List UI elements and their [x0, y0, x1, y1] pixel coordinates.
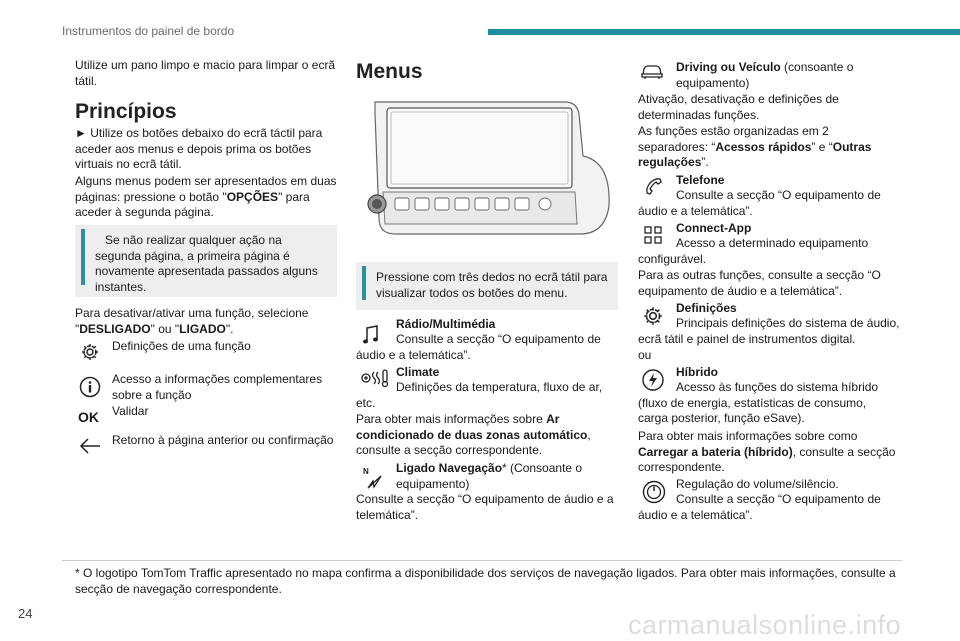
back-item-text: Retorno à página anterior ou confirmação [112, 433, 334, 447]
page-number: 24 [18, 606, 33, 621]
note-box-2 [356, 262, 618, 310]
note-text-2: Pressione com três dedos no ecrã tátil para visualizar todos os botões do menu. [376, 270, 608, 300]
phone-title: Telefone [676, 173, 725, 187]
gear-item-text: Definições de uma função [112, 339, 251, 353]
volume-text: Consulte a secção “O equipamento de áudio e a telemática”. [638, 492, 881, 522]
or-text: ou [638, 348, 652, 362]
climate-title: Climate [396, 365, 440, 379]
radio-text: Consulte a secção “O equipamento de áudio e a telemática”. [356, 332, 601, 362]
info-item-text: Acesso a informações complementares sobre a função [112, 372, 323, 402]
volume-title: Regulação do volume/silêncio. [676, 477, 839, 491]
connect-text: Acesso a determinado equipamento configurável. [638, 236, 869, 266]
note-text-1: Se não realizar qualquer ação na segunda página, a primeira página é novamente apresentada passados alguns instantes. [95, 233, 318, 294]
footnote: * O logotipo TomTom Traffic apresentado no mapa confirma a disponibilidade dos serviços de navegação ligados. Para obter mais informações, consulte a secção de navegação correspondente. [75, 566, 896, 596]
radio-title: Rádio/Multimédia [396, 317, 496, 331]
menus-heading: Menus [356, 60, 423, 83]
climate-more: Para obter mais informações sobre Ar condicionado de duas zonas automático, consulte a secção correspondente. [356, 412, 591, 457]
principles-paragraph-2: Alguns menus podem ser apresentados em duas páginas: pressione o botão "OPÇÕES" para aceder à segunda página. [75, 174, 337, 219]
ok-item-text: Validar [112, 404, 149, 418]
principles-heading: Princípios [75, 100, 177, 123]
settings-title: Definições [676, 301, 737, 315]
note-icon [362, 270, 366, 300]
principles-paragraph-1: ► Utilize os botões debaixo do ecrã táctil para aceder aos menus e depois prima os botões virtuais no ecrã tátil. [75, 126, 323, 171]
hybrid-title: Híbrido [676, 365, 718, 379]
settings-text: Principais definições do sistema de áudio, ecrã tátil e painel de instrumentos digital. [638, 316, 900, 346]
navigation-icon [362, 466, 384, 490]
footnote-divider [62, 560, 902, 561]
running-header: Instrumentos do painel de bordo [62, 24, 235, 38]
header-accent-bar [488, 29, 960, 35]
nav-title: Ligado Navegação* (Consoante o equipamento) [396, 461, 583, 491]
gear-icon [80, 342, 100, 362]
touchscreen-illustration [365, 96, 615, 249]
nav-text: Consulte a secção “O equipamento de áudio e a telemática”. [356, 492, 614, 522]
car-icon [640, 62, 664, 80]
intro-text: Utilize um pano limpo e macio para limpar o ecrã tátil. [75, 58, 336, 88]
info-icon [79, 376, 101, 398]
note-box-1 [75, 225, 337, 297]
hybrid-more: Para obter mais informações sobre como Carregar a bateria (híbrido), consulte a secção correspondente. [638, 429, 896, 474]
watermark: carmanualsonline.info [628, 610, 902, 640]
driving-title: Driving ou Veículo (consoante o equipamento) [676, 60, 854, 90]
ok-label: OK [78, 409, 99, 425]
toggle-paragraph: Para desativar/ativar uma função, selecione "DESLIGADO" ou "LIGADO". [75, 306, 309, 336]
connect-title: Connect-App [676, 221, 752, 235]
driving-tabs: As funções estão organizadas em 2 separadores: “Acessos rápidos” e “Outras regulações”. [638, 124, 872, 169]
phone-text: Consulte a secção “O equipamento de áudio e a telemática”. [638, 188, 881, 218]
connect-more: Para as outras funções, consulte a secção “O equipamento de áudio e a telemática”. [638, 268, 881, 298]
note-icon [81, 233, 85, 285]
hybrid-text: Acesso às funções do sistema híbrido (fluxo de energia, estatísticas de consumo, carga posterior, função eSave). [638, 380, 879, 425]
back-arrow-icon [78, 436, 102, 456]
climate-text: Definições da temperatura, fluxo de ar, etc. [356, 380, 603, 410]
driving-text: Ativação, desativação e definições de determinadas funções. [638, 92, 839, 122]
svg-text:N: N [363, 467, 369, 476]
